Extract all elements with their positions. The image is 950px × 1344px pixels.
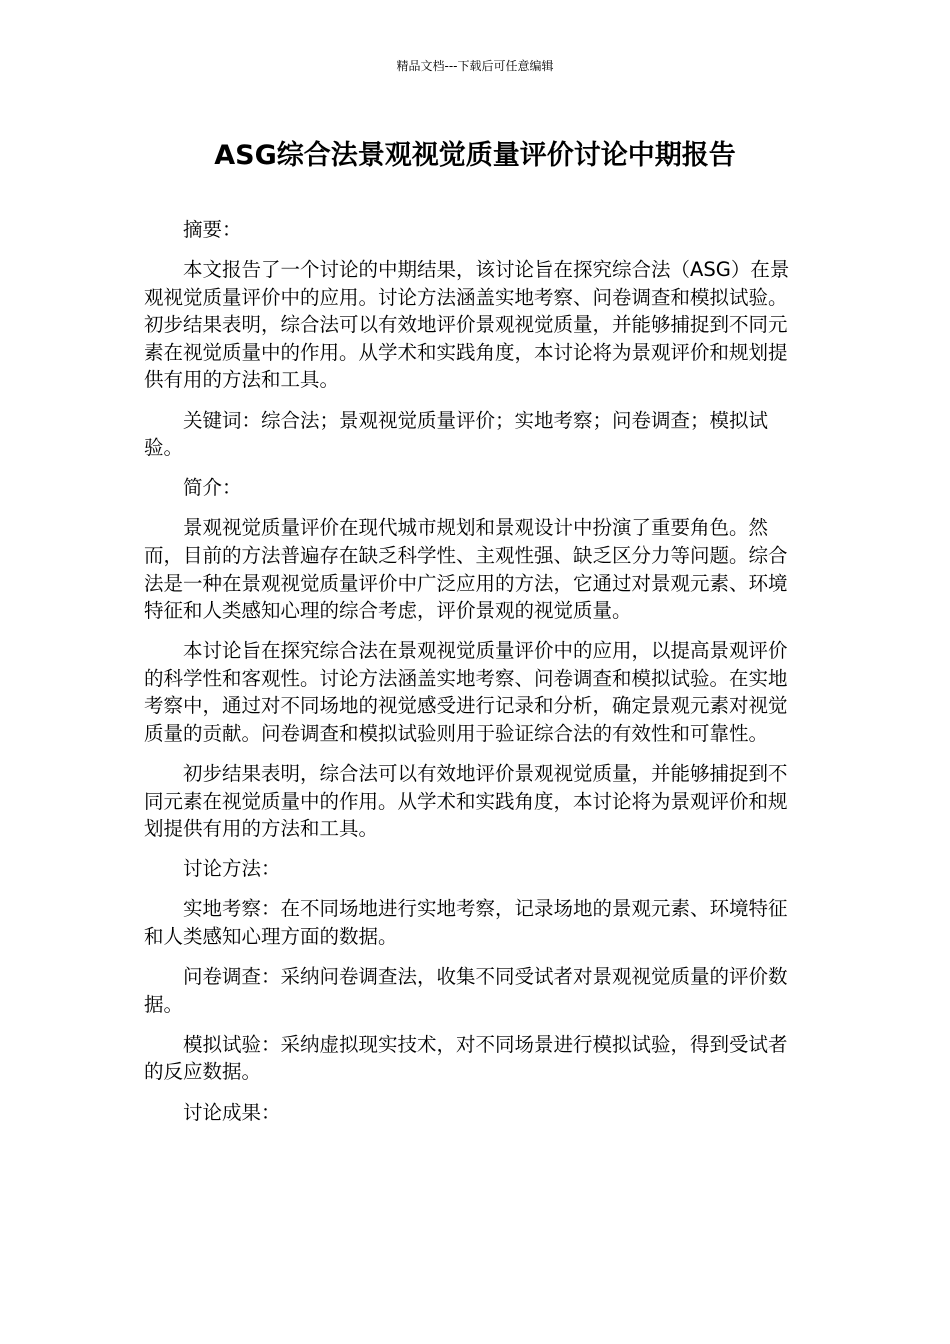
introduction-paragraph-2: 本讨论旨在探究综合法在景观视觉质量评价中的应用，以提高景观评价的科学性和客观性。讨论方法涵盖实地考察、问卷调查和模拟试验。在实地考察中，通过对不同场地的视觉感受进行记录和分析，确定景观元素对视觉质量的贡献。问卷调查和模拟试验则用于验证综合法的有效性和可靠性。 (144, 639, 788, 745)
results-heading: 讨论成果： (183, 1100, 281, 1124)
method-questionnaire: 问卷调查：采纳问卷调查法，收集不同受试者对景观视觉质量的评价数据。 (144, 965, 788, 1016)
document-title: ASG综合法景观视觉质量评价讨论中期报告 (214, 140, 736, 171)
method-field-survey: 实地考察：在不同场地进行实地考察，记录场地的景观元素、环境特征和人类感知心理方面的数据。 (144, 897, 788, 949)
introduction-heading: 简介： (183, 476, 242, 500)
method-simulation: 模拟试验：采纳虚拟现实技术，对不同场景进行模拟试验，得到受试者的反应数据。 (144, 1032, 788, 1084)
abstract-paragraph: 本文报告了一个讨论的中期结果，该讨论旨在探究综合法（ASG）在景观视觉质量评价中的应用。讨论方法涵盖实地考察、问卷调查和模拟试验。初步结果表明，综合法可以有效地评价景观视觉质量，并能够捕捉到不同元素在视觉质量中的作用。从学术和实践角度，本讨论将为景观评价和规划提供有用的方法和工具。 (144, 258, 790, 392)
header-note: 精品文档---下载后可任意编辑 (396, 59, 554, 73)
keywords-paragraph: 关键词：综合法；景观视觉质量评价；实地考察；问卷调查；模拟试验。 (144, 408, 769, 460)
abstract-heading: 摘要： (183, 218, 242, 241)
introduction-paragraph-3: 初步结果表明，综合法可以有效地评价景观视觉质量，并能够捕捉到不同元素在视觉质量中的作用。从学术和实践角度，本讨论将为景观评价和规划提供有用的方法和工具。 (144, 762, 788, 841)
introduction-paragraph-1: 景观视觉质量评价在现代城市规划和景观设计中扮演了重要角色。然而，目前的方法普遍存在缺乏科学性、主观性强、缺乏区分力等问题。综合法是一种在景观视觉质量评价中广泛应用的方法，它通过对景观元素、环境特征和人类感知心理的综合考虑，评价景观的视觉质量。 (144, 516, 788, 623)
methods-heading: 讨论方法： (183, 857, 281, 881)
document-body (144, 216, 794, 1126)
